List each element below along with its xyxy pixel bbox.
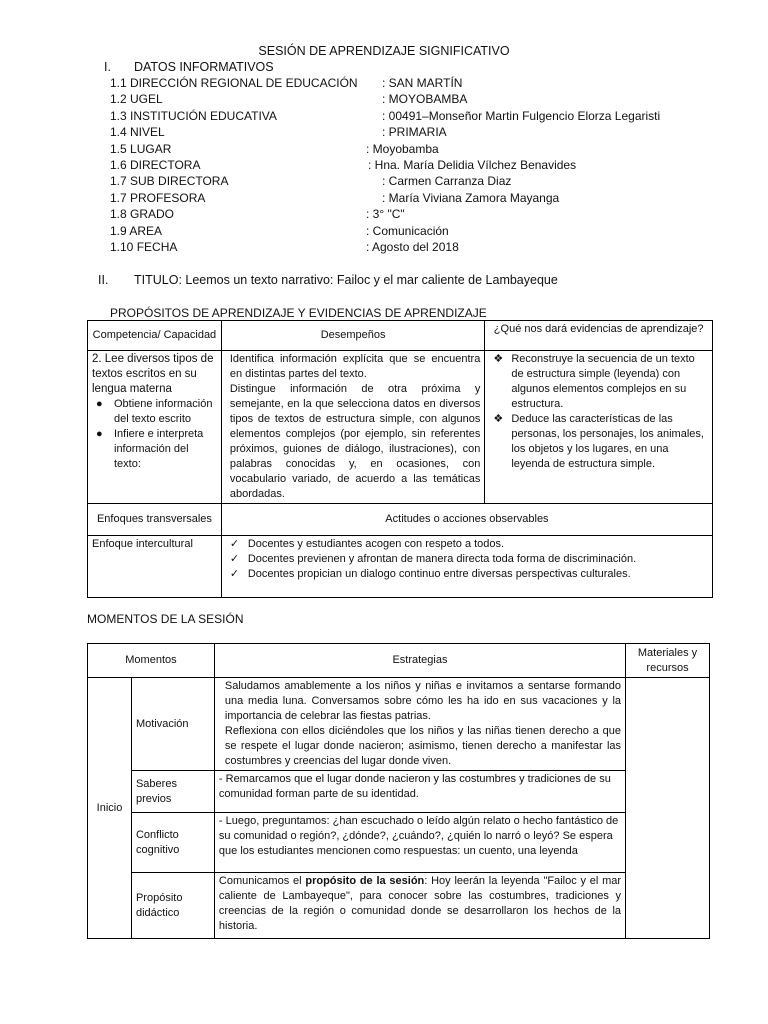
section-1-heading [104, 60, 274, 74]
info-value: : Carmen Carranza Diaz [382, 174, 512, 189]
header-momentos: Momentos [88, 644, 215, 678]
header-evidencias: ¿Qué nos dará evidencias de aprendizaje? [485, 321, 713, 351]
info-value: : MOYOBAMBA [382, 92, 468, 107]
info-value: : Moyobamba [366, 141, 439, 156]
propositos-heading: PROPÓSITOS DE APRENDIZAJE Y EVIDENCIAS DE APRENDIZAJE [110, 306, 487, 320]
info-label: 1.2 UGEL [110, 92, 163, 107]
info-value: : Hna. María Delidia Vílchez Benavides [368, 158, 577, 172]
info-value: : Agosto del 2018 [366, 240, 459, 254]
info-value: : PRIMARIA [382, 125, 447, 140]
section-2-heading [98, 273, 558, 287]
motivacion-label: Motivación [131, 678, 214, 771]
evidencia-item: ❖ Deduce las características de las personas, los personajes, los animales, los objetos y los lugares, en una leyenda de estructura simple. [493, 413, 704, 470]
header-desempenos: Desempeños [221, 321, 484, 351]
evidencias-list [489, 352, 708, 472]
actitud-item: ✓ Docentes previenen y afrontan de manera directa toda forma de discriminación. [229, 553, 637, 565]
header-estrategias: Estrategias [214, 644, 625, 678]
header-materiales: Materiales y recursos [626, 644, 710, 678]
header-actitudes: Actitudes o acciones observables [221, 504, 712, 536]
evidencias-cell [485, 351, 713, 504]
enfoque-cell: Enfoque intercultural [88, 536, 222, 598]
competencia-text: 2. Lee diversos tipos de textos escritos en su lengua materna [92, 353, 214, 395]
info-label: 1.1 DIRECCIÓN REGIONAL DE EDUCACIÓN [110, 76, 358, 90]
section-2-number: II. [98, 273, 109, 287]
saberes-label: Saberes previos [131, 771, 214, 813]
info-label: 1.8 GRADO [110, 207, 175, 222]
desempeno-1: Identifica información explícita que se encuentra en distintas partes del texto. [229, 353, 481, 380]
actitud-item: ✓ Docentes y estudiantes acogen con respeto a todos. [229, 538, 505, 550]
proposito-text: Comunicamos el propósito de la sesión: Hoy leerán la leyenda "Failoc y el mar caliente de Lambayeque", para conocer sobre las costumbres, tradiciones y creencias de la región o comunidad donde se desarrollaron los hechos de la historia. [214, 873, 625, 939]
document-title: SESIÓN DE APRENDIZAJE SIGNIFICATIVO [258, 44, 510, 58]
competencia-cell [88, 351, 222, 504]
info-value: : SAN MARTÍN [382, 76, 463, 90]
actitud-item: ✓ Docentes propician un dialogo continuo entre diversas perspectivas culturales. [229, 568, 631, 580]
info-label: 1.7 SUB DIRECTORA [110, 174, 229, 189]
motivacion-text: Saludamos amablemente a los niños y niñas e invitamos a sentarse formando una media luna. Conversamos sobre cómo les ha ido en sus vacaciones y la importancia de celebrar las fiestas patrias. Reflexiona con ellos diciéndoles que los niños y las niñas tienen derecho a que se respete el lugar donde nacieron; asimismo, tienen derecho a manifestar las costumbres y creencias del lugar donde viven. [214, 678, 625, 771]
header-competencia: Competencia/ Capacidad [88, 321, 222, 351]
info-label: 1.3 INSTITUCIÓN EDUCATIVA [110, 108, 277, 123]
desempeno-2: Distingue información de otra próxima y semejante, en la que selecciona datos en diversos tipos de textos de estructura simple, con algunos elementos complejos (por ejemplo, sin referentes próximos, guiones de diálogo, ilustraciones), con palabras conocidas y, en ocasiones, con vocabulario variado, de acuerdo a las temáticas abordadas. [229, 383, 481, 500]
info-value: : 00491–Monseñor Martin Fulgencio Elorza Legaristi [382, 108, 661, 123]
capacidades-list [92, 397, 217, 472]
info-value: : 3° "C" [366, 207, 405, 222]
momentos-table [87, 643, 710, 939]
propositos-table [87, 320, 713, 598]
info-label: 1.10 FECHA [110, 240, 178, 254]
inicio-cell: Inicio [88, 678, 132, 939]
info-label: 1.6 DIRECTORA [110, 158, 201, 172]
info-label: 1.9 AREA [110, 223, 163, 238]
momentos-heading: MOMENTOS DE LA SESIÓN [87, 612, 244, 626]
conflicto-label: Conflicto cognitivo [131, 813, 214, 873]
capacidad-item: ● Infiere e interpreta información del texto: [96, 428, 204, 470]
info-label: 1.4 NIVEL [110, 125, 165, 140]
actitudes-list [226, 537, 708, 582]
section-1-number: I. [104, 60, 111, 74]
conflicto-text: - Luego, preguntamos: ¿han escuchado o leído algún relato o hecho fantástico de su comunidad o región?, ¿dónde?, ¿cuándo?, ¿quién lo narró o leyó? Se espera que los estudiantes mencionen como respuestas: un cuento, una leyenda [214, 813, 625, 873]
header-enfoques: Enfoques transversales [88, 504, 222, 536]
info-value: : María Viviana Zamora Mayanga [382, 190, 560, 205]
info-value: : Comunicación [366, 223, 449, 238]
section-2-title: TITULO: Leemos un texto narrativo: Failoc y el mar caliente de Lambayeque [134, 273, 558, 287]
evidencia-item: ❖ Reconstruye la secuencia de un texto de estructura simple (leyenda) con algunos elementos complejos en su estructura. [493, 353, 695, 410]
saberes-text: - Remarcamos que el lugar donde nacieron y las costumbres y tradiciones de su comunidad forman parte de su identidad. [214, 771, 625, 813]
capacidad-item: ● Obtiene información del texto escrito [96, 398, 213, 425]
desempenos-cell [221, 351, 484, 504]
section-1-title: DATOS INFORMATIVOS [134, 60, 274, 74]
materiales-cell [626, 678, 710, 939]
proposito-label: Propósito didáctico [131, 873, 214, 939]
info-label: 1.5 LUGAR [110, 141, 172, 156]
info-label: 1.7 PROFESORA [110, 190, 206, 205]
actitudes-cell [221, 536, 712, 598]
